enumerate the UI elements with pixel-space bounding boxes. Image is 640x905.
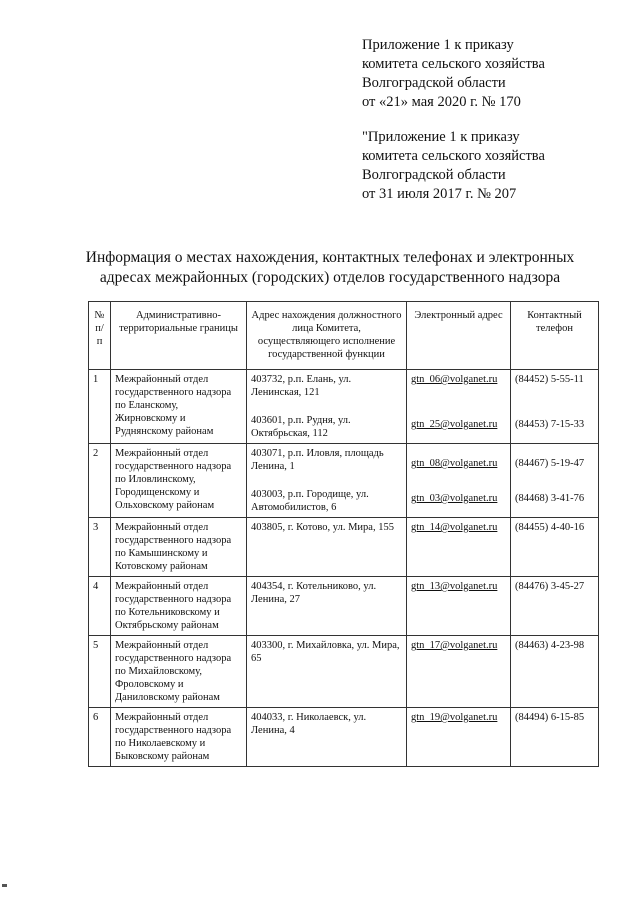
phone-number: (84468) 3-41-76 xyxy=(515,493,585,504)
row-phone xyxy=(511,444,599,518)
email-link[interactable]: gtn_25@volganet.ru xyxy=(411,419,498,430)
approval-stamp-original xyxy=(362,128,545,204)
row-phone: (84494) 6-15-85 xyxy=(511,708,599,767)
row-address xyxy=(247,370,407,444)
email-link[interactable]: gtn_08@volganet.ru xyxy=(411,458,498,469)
row-region: Межрайонный отдел государственного надзора по Иловлинскому, Городищенскому и Ольховскому районам xyxy=(111,444,247,518)
stamp-line: Приложение 1 к приказу xyxy=(362,37,514,53)
row-region: Межрайонный отдел государственного надзора по Еланскому, Жирновскому и Руднянскому районам xyxy=(111,370,247,444)
stamp-line: от 31 июля 2017 г. № 207 xyxy=(362,186,517,202)
row-email xyxy=(407,708,511,767)
scan-artifact xyxy=(2,884,7,887)
approval-stamp-current xyxy=(362,36,545,112)
address-line: 403003, р.п. Городище, ул. Автомобилистов, 6 xyxy=(251,489,369,513)
email-link[interactable]: gtn_03@volganet.ru xyxy=(411,493,498,504)
row-phone: (84476) 3-45-27 xyxy=(511,577,599,636)
row-region: Межрайонный отдел государственного надзора по Камышинскому и Котовскому районам xyxy=(111,518,247,577)
table-row xyxy=(89,708,599,767)
row-num: 1 xyxy=(89,370,111,444)
row-num: 6 xyxy=(89,708,111,767)
title-line: Информация о местах нахождения, контактных телефонах и электронных xyxy=(85,249,575,266)
phone-number: (84452) 5-55-11 xyxy=(515,374,584,385)
row-region: Межрайонный отдел государственного надзора по Николаевскому и Быковскому районам xyxy=(111,708,247,767)
row-email xyxy=(407,636,511,708)
phone-number: (84453) 7-15-33 xyxy=(515,419,585,430)
phone-number: (84467) 5-19-47 xyxy=(515,458,585,469)
row-address xyxy=(247,444,407,518)
email-link[interactable]: gtn_17@volganet.ru xyxy=(411,640,498,651)
row-email xyxy=(407,444,511,518)
row-num: 3 xyxy=(89,518,111,577)
header-email: Электронный адрес xyxy=(407,302,511,370)
row-phone xyxy=(511,370,599,444)
offices-table xyxy=(88,301,599,767)
stamp-line: от «21» мая 2020 г. № 170 xyxy=(362,94,521,110)
row-email xyxy=(407,518,511,577)
table-header-row xyxy=(89,302,599,370)
stamp-line: комитета сельского хозяйства xyxy=(362,56,545,72)
table-row xyxy=(89,370,599,444)
row-num: 5 xyxy=(89,636,111,708)
row-email xyxy=(407,370,511,444)
row-address: 404033, г. Николаевск, ул. Ленина, 4 xyxy=(247,708,407,767)
header-address: Адрес нахождения должностного лица Комитета, осуществляющего исполнение государственной функции xyxy=(247,302,407,370)
row-email xyxy=(407,577,511,636)
address-line: 403071, р.п. Иловля, площадь Ленина, 1 xyxy=(251,448,384,472)
row-region: Межрайонный отдел государственного надзора по Котельниковскому и Октябрьскому районам xyxy=(111,577,247,636)
email-link[interactable]: gtn_13@volganet.ru xyxy=(411,581,498,592)
address-line: 403601, р.п. Рудня, ул. Октябрьская, 112 xyxy=(251,415,351,439)
table-row xyxy=(89,577,599,636)
email-link[interactable]: gtn_19@volganet.ru xyxy=(411,712,498,723)
stamp-line: "Приложение 1 к приказу xyxy=(362,129,520,145)
address-line: 403732, р.п. Елань, ул. Ленинская, 121 xyxy=(251,374,352,398)
email-link[interactable]: gtn_14@volganet.ru xyxy=(411,522,498,533)
row-address: 404354, г. Котельниково, ул. Ленина, 27 xyxy=(247,577,407,636)
table-row xyxy=(89,518,599,577)
table-row xyxy=(89,636,599,708)
title-line: адресах межрайонных (городских) отделов государственного надзора xyxy=(99,269,561,286)
row-num: 4 xyxy=(89,577,111,636)
stamp-line: Волгоградской области xyxy=(362,167,506,183)
row-phone: (84463) 4-23-98 xyxy=(511,636,599,708)
row-address: 403805, г. Котово, ул. Мира, 155 xyxy=(247,518,407,577)
row-address: 403300, г. Михайловка, ул. Мира, 65 xyxy=(247,636,407,708)
stamp-line: Волгоградской области xyxy=(362,75,506,91)
document-title xyxy=(60,248,600,288)
email-link[interactable]: gtn_06@volganet.ru xyxy=(411,374,498,385)
header-num: № п/п xyxy=(89,302,111,370)
header-phone: Контактный телефон xyxy=(511,302,599,370)
row-num: 2 xyxy=(89,444,111,518)
header-region: Административно-территориальные границы xyxy=(111,302,247,370)
row-phone: (84455) 4-40-16 xyxy=(511,518,599,577)
row-region: Межрайонный отдел государственного надзора по Михайловскому, Фроловскому и Даниловскому районам xyxy=(111,636,247,708)
table-row xyxy=(89,444,599,518)
stamp-line: комитета сельского хозяйства xyxy=(362,148,545,164)
